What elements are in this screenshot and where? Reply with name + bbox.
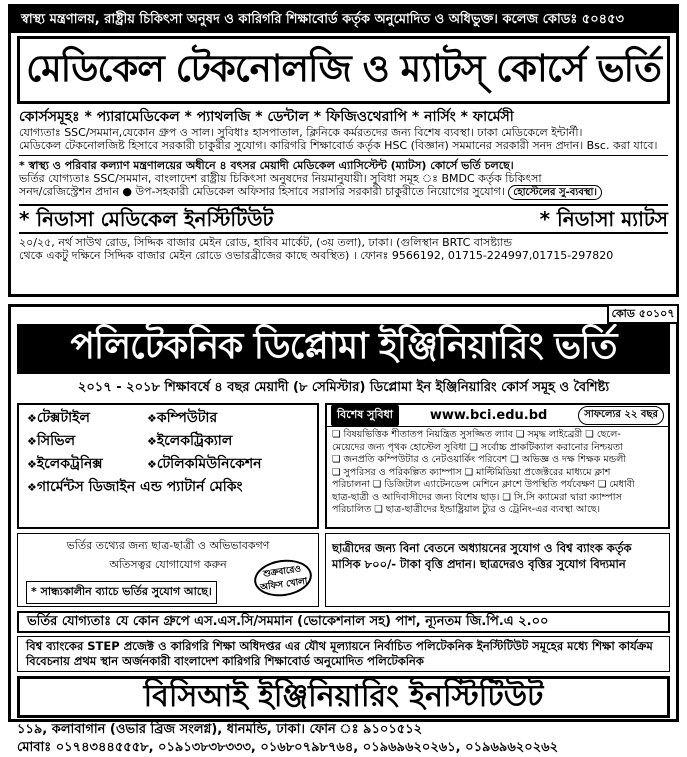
success-years-badge: সাফল্যের ২২ বছর: [578, 406, 664, 425]
department-item: ❖ টেলিকমিউনিকেশন: [147, 455, 309, 474]
contact-stipend-row: [17, 533, 670, 607]
mobile-numbers: মোবাঃ ০১৭৪৩৪৪৫৫৫৮, ০১৯১৩৮৩৮৩৩৩, ০১৬৮০৭৯৮৭৬৪, ০১৯৬৯৬২০২৬১, ০১৯৬৯৬২০২৬২: [17, 740, 559, 755]
ad1-line-1: যোগ্যতাঃ SSC/সমমান,যেকোন গ্রুপ ও সাল। সুবিধাঃ হাসপাতাল, ক্লিনিকে কর্মরতদের জন্য বিশেষ ব্যবস্থা। ঢাকা মেডিকেলে ইন্টার্নী।: [19, 126, 583, 139]
friday-open-stamp: শুক্রবারেও অফিস খোলা: [252, 556, 314, 600]
features-box: [325, 403, 670, 529]
course-list: কোর্সসমূহঃ * প্যারামেডিকেল * প্যাথলজি * ডেন্টাল * ফিজিওথেরাপি * নার্সিং * ফার্মেসী: [19, 109, 514, 125]
institute-address: ১১৯, কলাবাগান (ওভার ব্রিজ সংলগ্ন), ধানমন্ডি, ঢাকা। ফোন ঃ ৯১০১৫১২: [17, 722, 423, 737]
department-item: ❖ কম্পিউটার: [147, 409, 309, 428]
website-link[interactable]: www.bci.edu.bd: [429, 408, 548, 423]
feature-line: মেয়েদের জন্য পৃথক হোস্টেল সুবিধা ❏ সর্বোচ্চ প্রাকটিক্যাল করানোর নিশ্চয়তা: [332, 441, 623, 453]
department-item: ❖ সিভিল: [27, 432, 147, 451]
institute-name-left: * নিডাসা মেডিকেল ইনস্টিটিউট: [19, 206, 274, 231]
address-line-2: থেকে একটু দক্ষিনে সিদ্দিক বাজার মেইন রোডে ওভারব্রীজের কাছে অবস্থিত) । ফোনঃ 9566192, 01715-224997,01715-297820: [19, 249, 614, 262]
institute-address-block: [17, 721, 670, 757]
approval-strip: স্বাস্থ্য মন্ত্রণালয়, রাষ্ট্রীয় চিকিৎসা অনুষদ ও কারিগরি শিক্ষাবোর্ড কর্তৃক অনুমোদিত ও অধিভুক্ত। কলেজ কোডঃ ৫০৪৫৩: [11, 7, 676, 33]
world-bank-box: বিশ্ব ব্যাংকের STEP প্রজেক্ট ও কারিগরি শিক্ষা অধিদপ্তর এর যৌথ মূল্যায়নে নির্বাচিত পলিটেকনিক ইনস্টিটিউট সমূহের মধ্যে শিক্ষা কার্যক্রম বিবেচনায় প্রথম স্থান অর্জনকারী বাংলাদেশ কারিগরি শিক্ষাবোর্ড অনুমোদিত পলিটেকনিক: [17, 636, 670, 672]
ad1-line-3: * স্বাস্থ্য ও পরিবার কল্যাণ মন্ত্রণালয়ের অধীনে ৪ বৎসর মেয়াদী মেডিকেল এ্যাসিস্টেন্ট (ম্যাটস) কোর্সে ভর্তি চলছে।: [19, 159, 514, 172]
institute-name: বিসিআই ইঞ্জিনিয়ারিং ইনস্টিটিউট: [17, 676, 670, 718]
feature-line: ❏ বিষয়ভিত্তিক শীতাতপ নিয়ন্ত্রিত সুসজ্জিত ল্যাব ❏ সমৃদ্ধ লাইব্রেরী ❏ ছেলে-: [332, 429, 621, 440]
hostel-badge: হোস্টেলের সু-ব্যবস্থা।: [508, 185, 602, 200]
medical-institute-ad: [8, 4, 679, 297]
department-item: ❖ টেক্সটাইল: [27, 409, 147, 428]
feature-line: ❏ জনপ্রতি কম্পিউটার ও নেটওয়ার্কিং পরিবেশ ❏ অভিজ্ঞ ও দক্ষ শিক্ষক মন্ডলী: [332, 454, 627, 465]
institute-bar: [19, 204, 668, 234]
feature-line: ছাত্র-ছাত্রী ও আদিবাসীদের জন্য বিশেষ ছাড়। ❏ সি.সি ক্যামেরা দ্বারা ক্যাম্পাস: [332, 491, 622, 503]
ad1-line-2: মেডিকেল টেকনোলজিষ্ট হিসাবে সরকারী চাকুরীর সুযোগ। কারিগরি শিক্ষাবোর্ড কর্তৃক HSC (বিজ্ঞান) সমমানের সরকারী সনদ প্রদান। Bsc. করা যাবে।: [19, 139, 658, 152]
feature-line: পরিচালিত ❏ ছাত্র-ছাত্রীদের ইন্ডাষ্ট্রিয়াল ট্যুর ও ট্রেনিং-এর ব্যবস্থা আছে।: [332, 504, 601, 515]
ad1-headline: মেডিকেল টেকনোলজি ও ম্যাটস্ কোর্সে ভর্তি: [17, 36, 670, 104]
ad1-line-5: সনদ/রেজিস্ট্রেশন প্রদান ● উপ-সহকারী মেডিকেল অফিসার হিসাবে সরাসরি সরকারী চাকুরীতে নিয়োগের সুযোগ।: [19, 185, 505, 198]
department-item: ❖ ইলেকট্রিক্যাল: [147, 432, 309, 451]
ad1-body: [11, 104, 676, 262]
features-label: বিশেষ সুবিধা: [331, 405, 399, 426]
features-text: [327, 427, 668, 519]
ad2-headline: পলিটেকনিক ডিপ্লোমা ইঞ্জিনিয়ারিং ভর্তি: [17, 324, 670, 374]
ad1-line-4: ভর্তির যোগ্যতাঃ SSC/সমমান, বাংলাদেশ রাষ্ট্রীয় চিকিৎসা অনুষদের নিয়মানুযায়ী। সুবিধা সমূহ ঃ BMDC কর্তৃক চিকিৎসা: [19, 172, 542, 185]
department-item: ❖ ইলেকট্রনিক্স: [27, 455, 147, 474]
college-code-tag: কোড ৫০১০৭: [607, 304, 679, 324]
features-header: [327, 405, 668, 427]
contact-box: [17, 533, 319, 607]
qualification-box: ভর্তির যোগ্যতাঃ যে কোন গ্রুপে এস.এস.সি/সমমান (ভোকেশনাল সহ) পাশ, ন্যূনতম জি.পি.এ ২.০০: [17, 611, 670, 633]
contact-line-2: অতিসত্বর যোগাযোগ করুন: [109, 558, 227, 571]
contact-line-1: ভর্তির তথ্যের জন্য ছাত্র-ছাত্রী ও অভিভাবকগণ: [66, 539, 270, 552]
feature-line: পরিচালনা ❏ ডিজিটাল এ্যাটেনডেন্স মেশিনে ক্লাশে উপস্থিতি পর্যবেক্ষণ ❏ মেধাবী: [332, 479, 635, 490]
address-line-1: ২০/২৫, নর্থ সাউথ রোড, সিদ্দিক বাজার মেইন রোড, হাবিব মার্কেট, (৩য় তলা), ঢাকা। (গুলিস্থান BRTC বাসষ্ট্যান্ড: [19, 236, 513, 249]
divider: [19, 155, 668, 156]
department-grid: [27, 409, 309, 497]
feature-line: ❏ সুপরিসর ও পরিকল্পিত ক্যাম্পাস ❏ মাল্টিমিডিয়া প্রজেক্টরের মাধ্যমে ক্লাশ: [332, 466, 611, 478]
stipend-box: ছাত্রীদের জন্য বিনা বেতনে অধ্যায়নের সুযোগ ও বিশ্ব ব্যাংক কর্তৃক মাসিক ৮০০/- টাকা বৃত্তি প্রদান। ছাত্রদেরও বৃত্তির সুযোগ বিদ্যমান: [325, 533, 670, 607]
polytechnic-ad: [8, 304, 679, 755]
evening-batch-note: * সান্ধ্যকালীন ব্যাচে ভর্তির সুযোগ আছে।: [26, 581, 217, 604]
courses-features-row: [17, 403, 670, 529]
department-box: [17, 403, 319, 529]
ad1-line-5-wrap: [19, 185, 668, 200]
institute-name-right: * নিডাসা ম্যাটস: [539, 206, 668, 231]
ad2-subtitle: ২০১৭ - ২০১৮ শিক্ষাবর্ষে ৪ বছর মেয়াদী (৮ সেমিস্টার) ডিপ্লোমা ইন ইঞ্জিনিয়ারিং কোর্স সমূহ ও বৈশিষ্ট্য: [77, 380, 610, 395]
department-item: ❖ গার্মেন্টস ডিজাইন এন্ড প্যাটার্ন মেকিং: [27, 478, 309, 497]
